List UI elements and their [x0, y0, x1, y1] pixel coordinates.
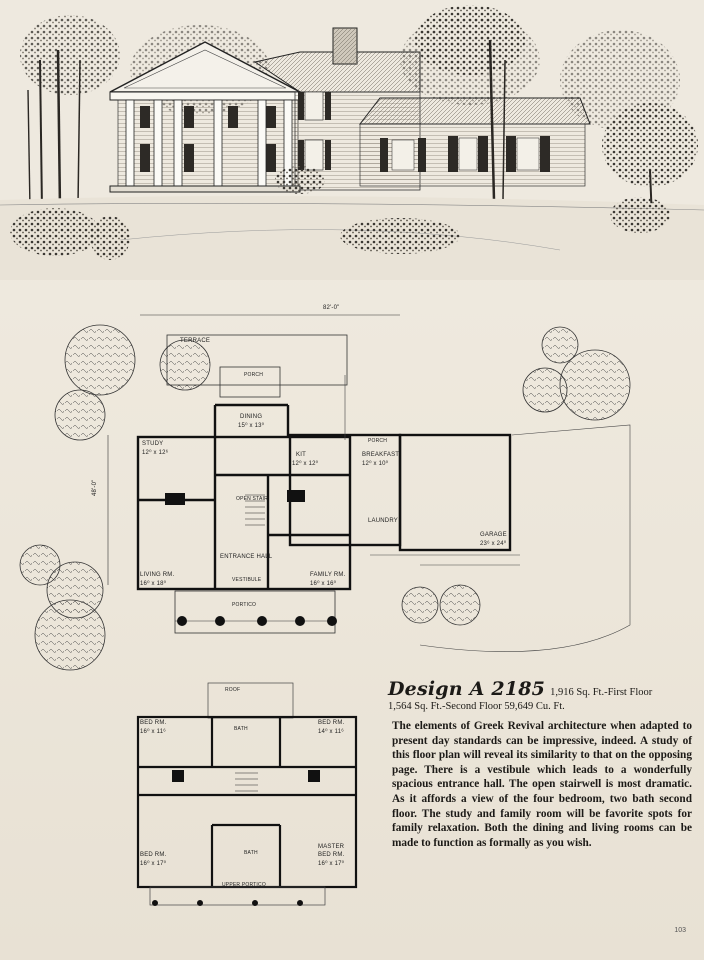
family-label: FAMILY RM.: [310, 572, 346, 578]
design-heading: [388, 678, 688, 712]
living-label: LIVING RM.: [140, 572, 175, 578]
garage-size: 23⁶ x 24⁰: [480, 541, 507, 547]
study-size: 12⁰ x 12⁶: [142, 450, 169, 456]
bed-nw-size: 16⁰ x 11⁶: [140, 729, 166, 735]
dining-size: 15⁰ x 13⁰: [238, 423, 265, 429]
second-floor-plan: [120, 675, 370, 915]
house-rendering: [0, 0, 704, 280]
open-stair-label: OPEN STAIR: [236, 496, 268, 502]
design-description: The elements of Greek Revival architecture when adapted to present day standards can be impressive, indeed. A study of this floor plan will reveal its similarity to that on the opposing page. There is a vestibule which leads to a wonderfully spacious entrance hall. The open stairwell is most dramatic. As it affords a view of the four bedroom, two bath second floor. The study and family room will be favorite spots for family relaxation. Both the dining and living rooms can be made to function as formally as you wish.: [392, 720, 692, 849]
vestibule-label: VESTIBULE: [232, 577, 262, 583]
bath-top-label: BATH: [234, 726, 248, 732]
garage-wing: [360, 98, 590, 186]
dining-label: DINING: [240, 414, 263, 420]
bed-sw-size: 16⁰ x 17⁰: [140, 861, 167, 867]
bed-ne-label: BED RM.: [318, 720, 345, 726]
design-title: Design A 2185: [388, 678, 546, 700]
terrace-label: TERRACE: [180, 338, 211, 344]
page-number: 103: [674, 927, 686, 934]
plan-trees: [20, 325, 630, 670]
width-dimension: 82'-0": [323, 305, 340, 311]
second-floor-area: 1,564 Sq. Ft.-Second Floor 59,649 Cu. Ft.: [388, 701, 565, 712]
first-floor-plan: [0, 295, 704, 675]
bath-bottom-label: BATH: [244, 850, 258, 856]
master-size: 16⁰ x 17⁰: [318, 861, 345, 867]
study-label: STUDY: [142, 441, 164, 447]
laundry-label: LAUNDRY: [368, 518, 398, 524]
kit-size: 12⁰ x 12⁰: [292, 461, 319, 467]
master-label: MASTER: [318, 844, 345, 850]
porch-mid-label: PORCH: [368, 438, 388, 444]
porch-top-label: PORCH: [244, 372, 264, 378]
living-size: 16⁰ x 18⁰: [140, 581, 167, 587]
first-floor-area: 1,916 Sq. Ft.-First Floor: [550, 687, 653, 698]
entrance-hall-label: ENTRANCE HALL: [220, 554, 273, 560]
garage-label: GARAGE: [480, 532, 507, 538]
kit-label: KIT: [296, 452, 306, 458]
upper-portico-label: UPPER PORTICO: [222, 882, 266, 888]
breakfast-label: BREAKFAST: [362, 452, 400, 458]
bed-nw-label: BED RM.: [140, 720, 167, 726]
bed-ne-size: 14⁰ x 11⁶: [318, 729, 344, 735]
roof-label: ROOF: [225, 687, 241, 693]
bed-sw-label: BED RM.: [140, 852, 167, 858]
breakfast-size: 12⁰ x 10⁰: [362, 461, 389, 467]
portico-label: PORTICO: [232, 602, 257, 608]
family-size: 16⁰ x 16⁰: [310, 581, 337, 587]
master-bed-label: BED RM.: [318, 852, 345, 858]
depth-dimension: 48'-0": [92, 479, 98, 496]
